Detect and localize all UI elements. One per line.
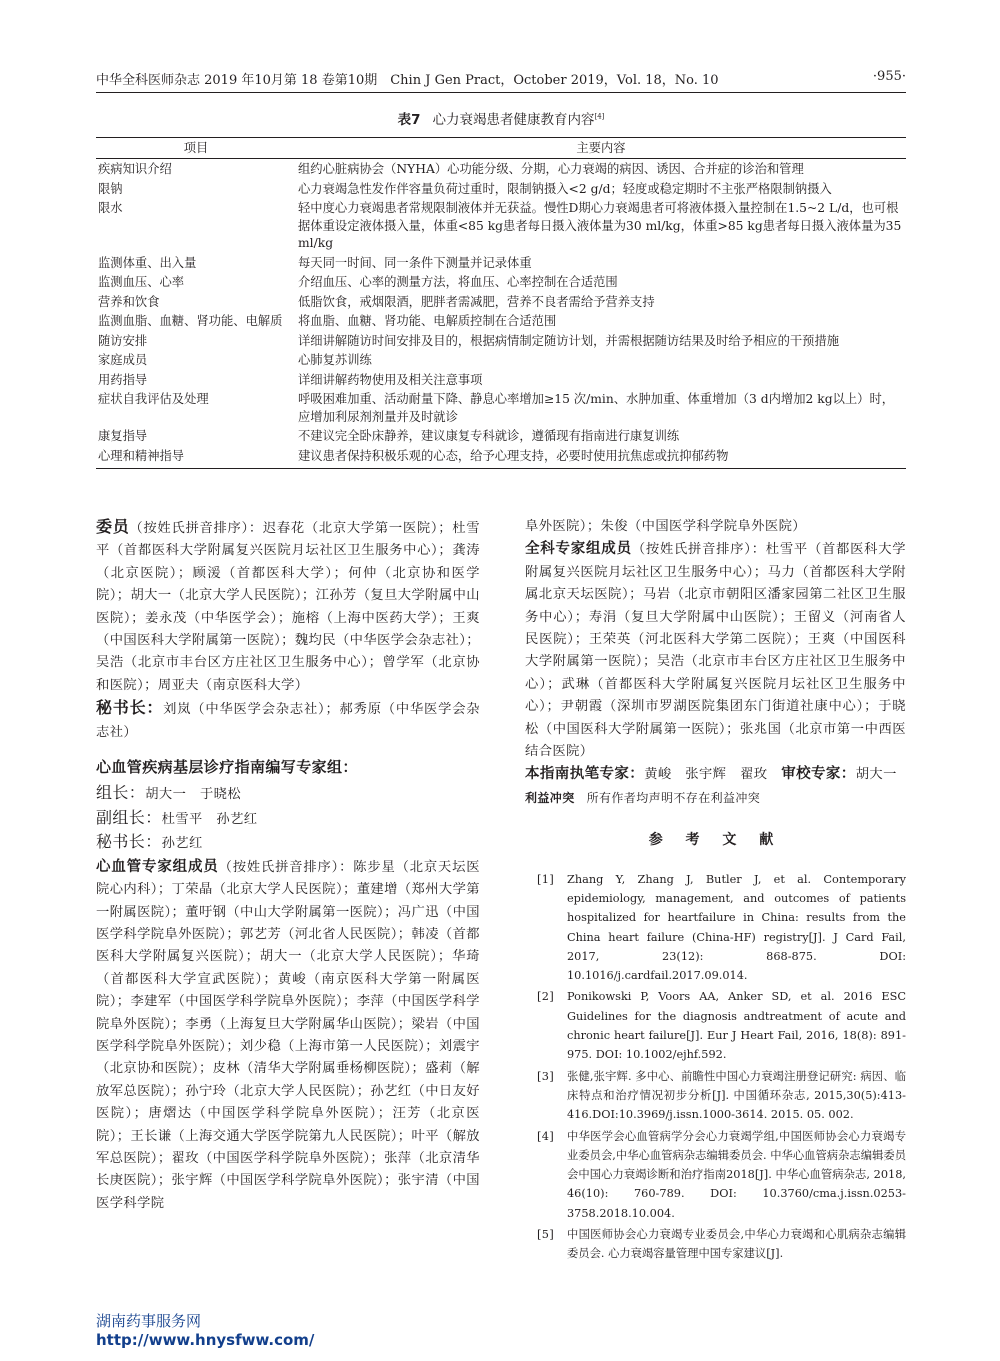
table-row xyxy=(96,448,906,466)
writers-label: 本指南执笔专家： xyxy=(525,766,645,783)
table-row xyxy=(96,372,906,390)
table-cell-item: 康复指导 xyxy=(98,429,148,443)
table-row xyxy=(96,181,906,199)
header-rule xyxy=(96,92,906,93)
table-cell-content: 轻中度心力衰竭患者常规限制液体并无获益。慢性D期心力衰竭患者可将液体摄入量控制在1.5~2 L/d，也可根据体重设定液体摄入量，体重<85 kg患者每日摄入液体量为30 ml/kg，体重>85 kg患者每日摄入液体量为35 ml/kg xyxy=(298,201,902,250)
cardio-sort-note: （按姓氏拼音排序）： xyxy=(218,859,354,875)
running-header xyxy=(96,69,906,89)
table-row xyxy=(96,333,906,351)
table-bottom-rule xyxy=(96,468,906,469)
cardio-members-paragraph xyxy=(96,856,480,1216)
table-cell-item: 家庭成员 xyxy=(98,353,148,367)
members-paragraph xyxy=(96,516,480,697)
table-cell-content: 低脂饮食，戒烟限酒，肥胖者需减肥，营养不良者需给予营养支持 xyxy=(298,294,655,309)
table-body xyxy=(96,161,906,465)
table-cell-item: 监测体重、出入量 xyxy=(98,255,197,270)
leader-names: 胡大一 于晓松 xyxy=(145,787,242,803)
reference-item xyxy=(525,870,906,986)
reference-text: Zhang Y, Zhang J, Butler J, et al. Contemporary epidemiology, management, and outcomes of patients hospitalized for heartfailure in China: results from the China heart failure (China-HF) registry[J]. J Card Fail, 2017, 23(12): 868-875. DOI: 10.1016/j.cardfail.2017.09.014. xyxy=(567,872,906,983)
table-header-row xyxy=(96,138,906,158)
journal-citation: 中华全科医师杂志 2019 年10月第 18 卷第10期 Chin J Gen Pract，October 2019，Vol. 18，No. 10 xyxy=(96,73,719,88)
page-number: ·955· xyxy=(872,69,906,84)
reference-text: Ponikowski P, Voors AA, Anker SD, et al. 2016 ESC Guidelines for the diagnosis andtreatment of acute and chronic heart failure[J]. Eur J Heart Fail, 2016, 18(8): 891-975. DOI: 10.1002/ejhf.592. xyxy=(567,990,906,1062)
table-cell-content: 详细讲解随访时间安排及目的，根据病情制定随访计划，并需根据随访结果及时给予相应的干预措施 xyxy=(298,333,840,348)
reference-text: 中国医师协会心力衰竭专业委员会,中华心力衰竭和心肌病杂志编辑委员会. 心力衰竭容量管理中国专家建议[J]. xyxy=(567,1228,906,1261)
reviewer-label: 审校专家： xyxy=(781,766,856,783)
references-heading: 参 考 文 献 xyxy=(648,832,783,849)
table-ref: [4] xyxy=(594,112,605,121)
gp-members-list: 杜雪平（首都医科大学附属复兴医院月坛社区卫生服务中心）；马力（首都医科大学附属北京天坛医院）；马岩（北京市朝阳区潘家园第二社区卫生服务中心）；寿涓（复旦大学附属中山医院）；王留义（河南省人民医院）；王荣英（河北医科大学第二医院）；王爽（中国医科大学附属第一医院）；吴浩（北京市丰台区方庄社区卫生服务中心）；武琳（首都医科大学附属复兴医院月坛社区卫生服务中心）；尹朝霞（深圳市罗湖医院集团东门街道社康中心）；于晓松（中国医科大学附属第一医院）；张兆国（北京市第一中西医结合医院） xyxy=(525,542,906,760)
table-row xyxy=(96,352,906,370)
reference-item xyxy=(525,1067,906,1125)
reference-number: [3] xyxy=(537,1069,555,1083)
gp-members-paragraph xyxy=(525,538,906,763)
table-cell-item: 监测血压、心率 xyxy=(98,275,185,289)
leader-label: 组长： xyxy=(96,783,146,803)
members-label: 委员 xyxy=(96,517,130,536)
table-cell-content: 将血脂、血糖、肾功能、电解质控制在合适范围 xyxy=(298,314,557,328)
reviewer-name: 胡大一 xyxy=(855,767,897,783)
conflict-of-interest xyxy=(525,787,906,809)
table-cell-content: 每天同一时间、同一条件下测量并记录体重 xyxy=(298,255,532,270)
cardio-members-list: 陈步星（北京天坛医院心内科）；丁荣晶（北京大学人民医院）；董建增（郑州大学第一附属医院）；董吁钢（中山大学附属第一医院）；冯广迅（中国医学科学院阜外医院）；郭艺芳（河北省人民医院）；韩凌（首都医科大学附属复兴医院）；胡大一（北京大学人民医院）；华琦（首都医科大学宣武医院）；黄峻（南京医科大学第一附属医院）；李建军（中国医学科学院阜外医院）；李萍（中国医学科学院阜外医院）；李勇（上海复旦大学附属华山医院）；梁岩（中国医学科学院阜外医院）；刘少稳（上海市第一人民医院）；刘震宇（北京协和医院）；皮林（清华大学附属垂杨柳医院）；盛莉（解放军总医院）；孙宁玲（北京大学人民医院）；孙艺红（中日友好医院）；唐熠达（中国医学科学院阜外医院）；汪芳（北京医院）；王长谦（上海交通大学医学院第九人民医院）；叶平（解放军总医院）；翟玫（中国医学科学院阜外医院）；张萍（北京清华长庚医院）；张宇辉（中国医学科学院阜外医院）；张宇清（中国医学科学院 xyxy=(96,859,480,1211)
reference-text: 张健,张宇辉. 多中心、前瞻性中国心力衰竭注册登记研究: 病因、临床特点和治疗情况初步分析[J]. 中国循环杂志, 2015,30(5):413-416.DOI:10.3969/j.issn.1000-3614. 2015. 05. 002. xyxy=(567,1069,906,1122)
site-name: 湖南药事服务网 xyxy=(96,1312,202,1330)
table-caption xyxy=(96,108,906,128)
table-cell-content: 详细讲解药物使用及相关注意事项 xyxy=(298,372,483,387)
left-column xyxy=(96,516,480,1215)
group-title: 心血管疾病基层诊疗指南编写专家组： xyxy=(96,758,358,777)
table-cell-content: 心肺复苏训练 xyxy=(298,353,372,367)
table-cell-item: 症状自我评估及处理 xyxy=(98,392,209,406)
table-row xyxy=(96,391,906,426)
table-cell-content: 不建议完全卧床静养，建议康复专科就诊，遵循现有指南进行康复训练 xyxy=(298,429,680,443)
table-cell-content: 介绍血压、心率的测量方法，将血压、心率控制在合适范围 xyxy=(298,275,618,289)
secretary-list: 刘岚（中华医学会杂志社）；郝秀原（中华医学会杂志社） xyxy=(96,702,480,740)
members-list: 迟春花（北京大学第一医院）；杜雪平（首都医科大学附属复兴医院月坛社区卫生服务中心）；龚涛（北京医院）；顾湲（首都医科大学）；何仲（北京协和医学院）；胡大一（北京大学人民医院）；江孙芳（复旦大学附属中山医院）；姜永茂（中华医学会）；施榕（上海中医药大学）；王爽（中国医科大学附属第一医院）；魏均民（中华医学会杂志社）；吴浩（北京市丰台区方庄社区卫生服务中心）；曾学军（北京协和医院）；周亚夫（南京医科大学） xyxy=(96,521,480,693)
table-cell-item: 限水 xyxy=(98,201,123,215)
leader-line xyxy=(96,782,480,806)
group-secretary-label: 秘书长： xyxy=(96,832,162,852)
reference-item xyxy=(525,1225,906,1264)
column-header-item: 项目 xyxy=(183,141,209,155)
writers-names: 黄峻 张宇辉 翟玫 xyxy=(644,767,768,783)
secretary-label: 秘书长： xyxy=(96,698,164,718)
reference-item xyxy=(525,987,906,1064)
site-url[interactable]: http://www.hnysfww.com/ xyxy=(96,1331,315,1349)
table-cell-item: 营养和饮食 xyxy=(98,294,160,309)
table-row xyxy=(96,294,906,312)
reference-number: [1] xyxy=(537,872,555,886)
table-row xyxy=(96,428,906,446)
reference-text: 中华医学会心血管病学分会心力衰竭学组,中国医师协会心力衰竭专业委员会,中华心血管病杂志编辑委员会. 中华心血管病杂志编辑委员会中国心力衰竭诊断和治疗指南2018[J]. 中华心血管病杂志, 2018, 46(10): 760-789. DOI: 10.3760/cma.j.issn.0253-3758.2018.10.004. xyxy=(567,1129,906,1220)
table-row xyxy=(96,161,906,179)
secretary-paragraph xyxy=(96,697,480,744)
gp-members-label: 全科专家组成员 xyxy=(525,541,632,558)
reference-list xyxy=(525,870,906,1264)
members-sort-note: （按姓氏拼音排序）： xyxy=(129,521,263,536)
table-cell-item: 随访安排 xyxy=(98,333,148,348)
right-column xyxy=(525,516,906,1266)
cardio-members-label: 心血管专家组成员 xyxy=(96,858,219,875)
table-row xyxy=(96,255,906,273)
vice-leader-label: 副组长： xyxy=(96,807,162,827)
table-title: 心力衰竭患者健康教育内容 xyxy=(432,112,595,128)
site-watermark xyxy=(96,1310,314,1349)
column-header-content: 主要内容 xyxy=(576,141,626,155)
table-number: 表7 xyxy=(397,112,421,128)
gp-sort-note: （按姓氏拼音排序）： xyxy=(631,542,766,558)
group-secretary-line xyxy=(96,831,480,855)
reference-number: [5] xyxy=(537,1228,555,1242)
reference-number: [2] xyxy=(537,990,555,1004)
continued-list: 阜外医院）；朱俊（中国医学科学院阜外医院） xyxy=(525,519,806,534)
table-cell-item: 用药指导 xyxy=(98,372,148,387)
table-cell-content: 呼吸困难加重、活动耐量下降、静息心率增加≥15 次/min、水肿加重、体重增加（3 d内增加2 kg以上）时，应增加利尿剂剂量并及时就诊 xyxy=(298,392,895,424)
group-secretary-name: 孙艺红 xyxy=(161,836,203,852)
table-header-rule xyxy=(96,158,906,159)
vice-leader-line xyxy=(96,807,480,831)
reference-item xyxy=(525,1127,906,1223)
table-cell-item: 限钠 xyxy=(98,181,123,196)
table-cell-item: 疾病知识介绍 xyxy=(98,162,172,176)
table-cell-item: 心理和精神指导 xyxy=(98,448,185,463)
table-row xyxy=(96,200,906,253)
table-cell-content: 建议患者保持积极乐观的心态，给予心理支持，必要时使用抗焦虑或抗抑郁药物 xyxy=(298,448,729,463)
table-cell-item: 监测血脂、血糖、肾功能、电解质 xyxy=(98,314,283,328)
health-education-table xyxy=(96,137,906,469)
vice-leader-names: 杜雪平 孙艺红 xyxy=(161,811,258,827)
table-cell-content: 心力衰竭急性发作伴容量负荷过重时，限制钠摄入<2 g/d；轻度或稳定期时不主张严格限制钠摄入 xyxy=(298,181,832,196)
writers-line xyxy=(525,763,906,786)
table-row xyxy=(96,313,906,331)
coi-statement: 所有作者均声明不存在利益冲突 xyxy=(586,790,761,805)
table-row xyxy=(96,274,906,292)
table-cell-content: 组约心脏病协会（NYHA）心功能分级、分期，心力衰竭的病因、诱因、合并症的诊治和管理 xyxy=(298,162,804,176)
coi-label: 利益冲突 xyxy=(525,790,575,805)
reference-number: [4] xyxy=(537,1129,555,1143)
